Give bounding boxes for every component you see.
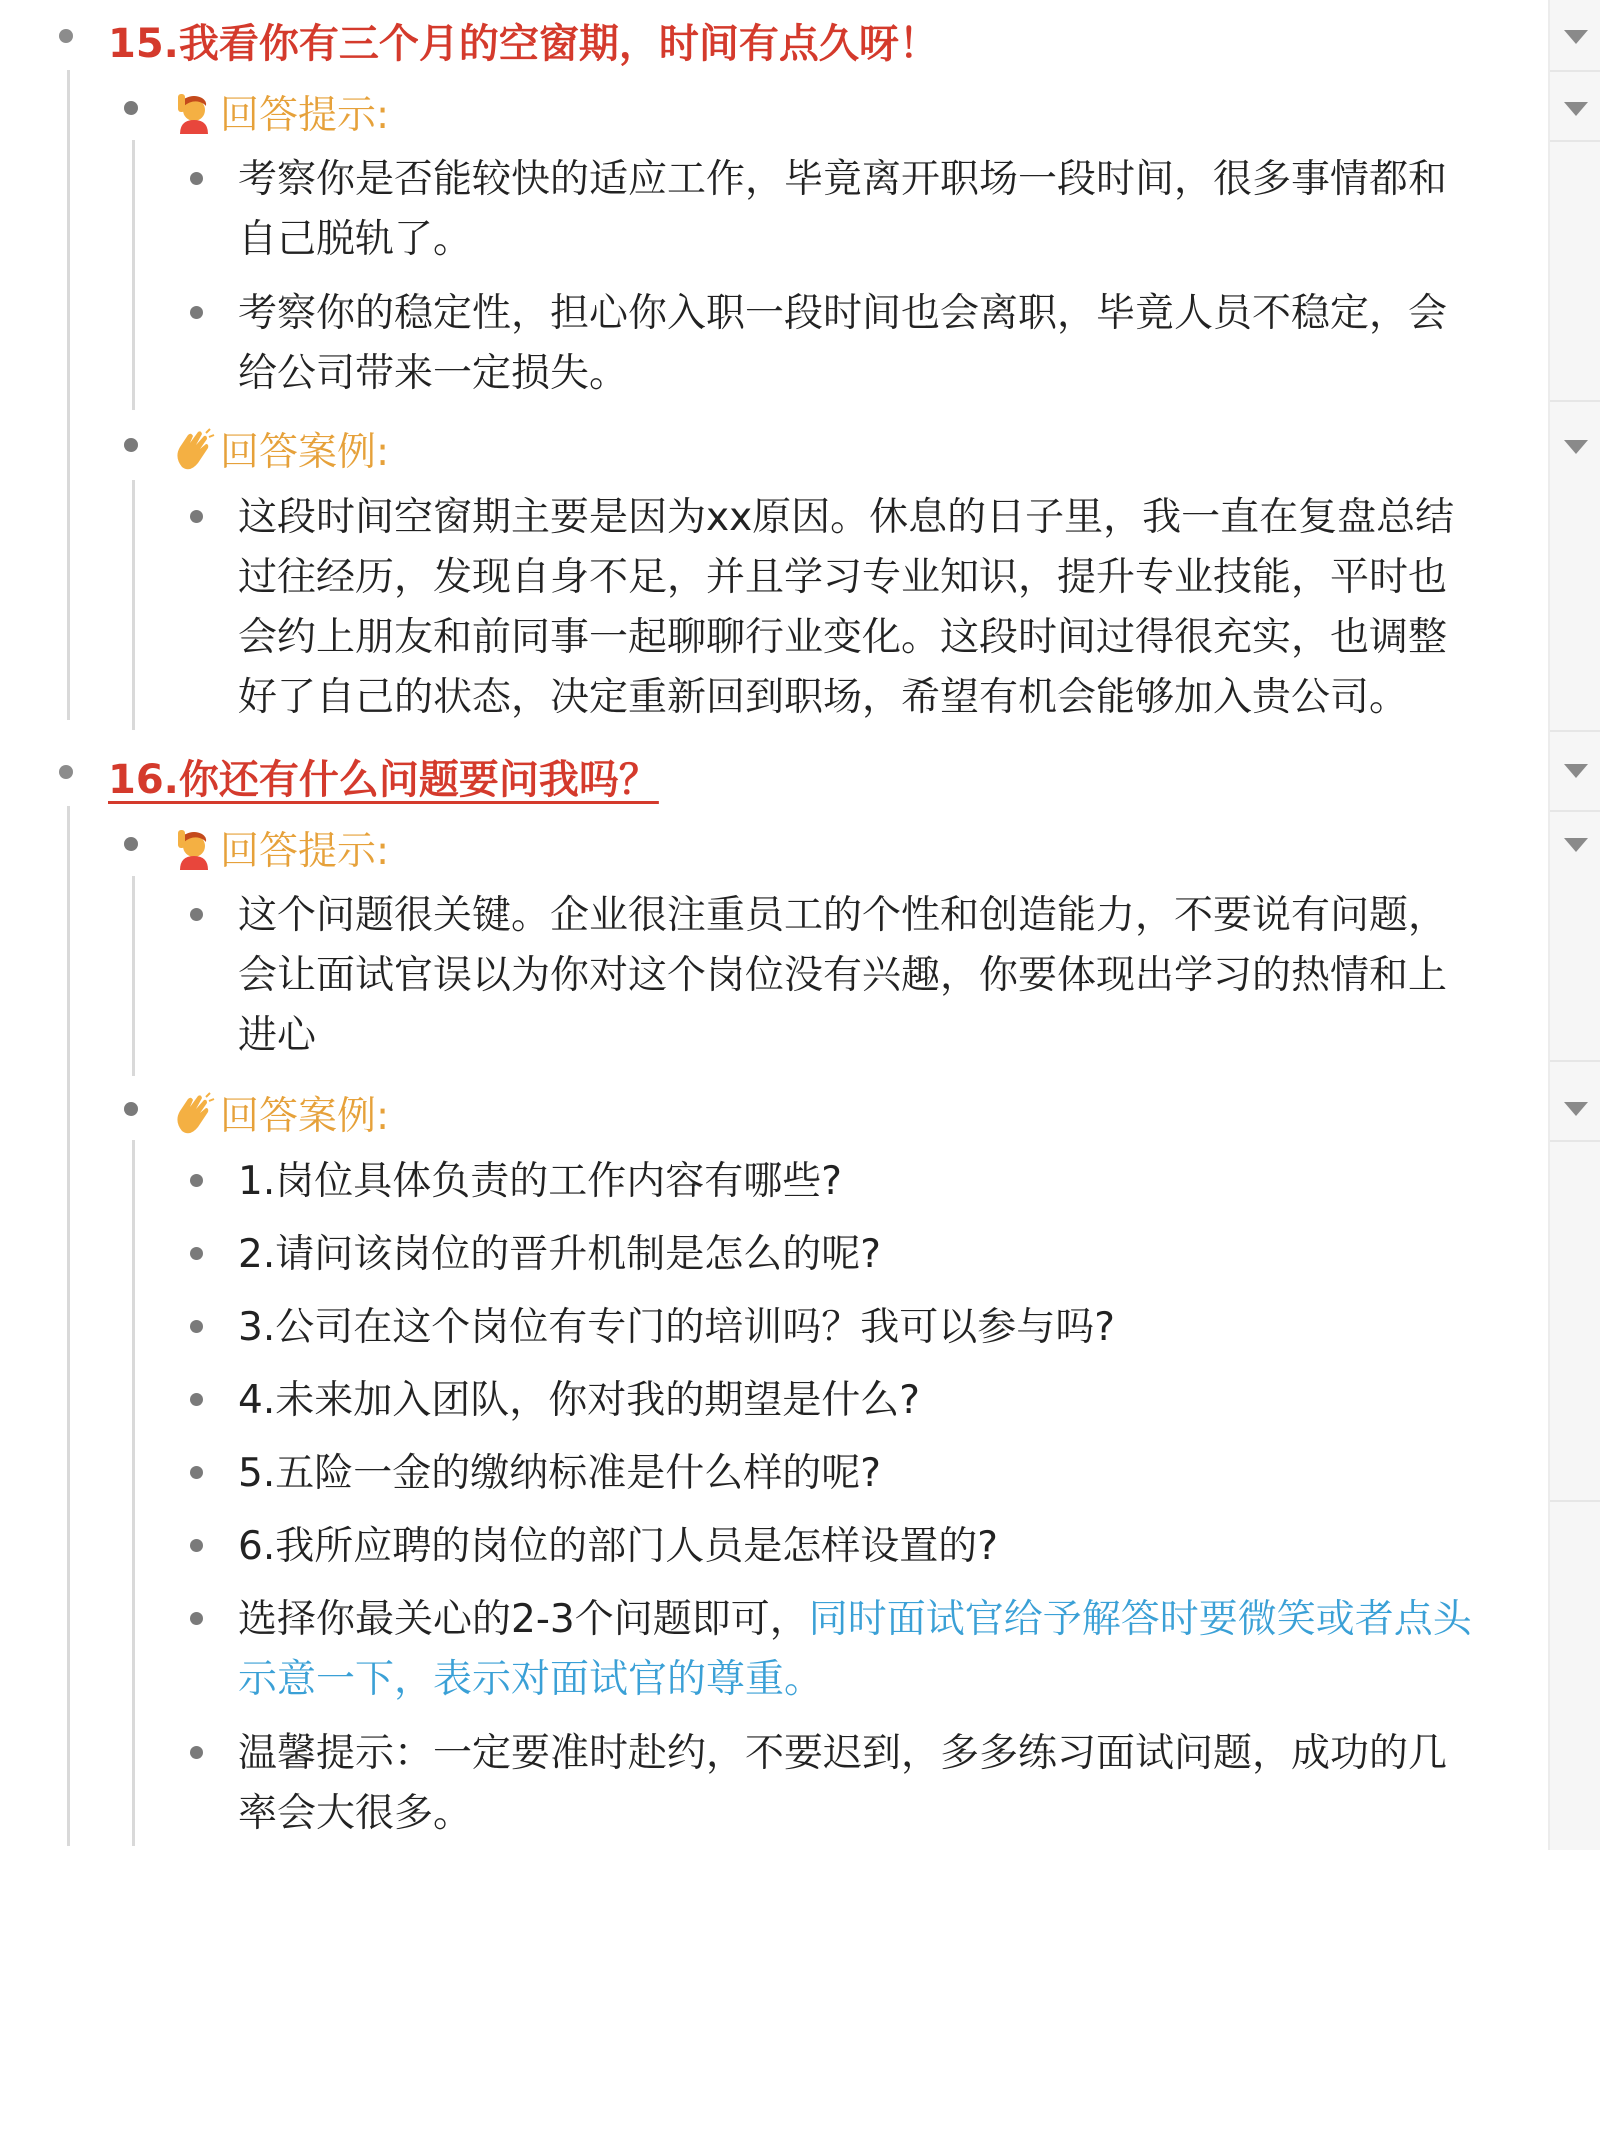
bullet[interactable] bbox=[59, 765, 73, 779]
bullet[interactable] bbox=[124, 101, 138, 115]
list-item: 这段时间空窗期主要是因为xx原因。休息的日子里，我一直在复盘总结 过往经历，发现自身不足，并且学习专业知识，提升专业技能，平时也 会约上朋友和前同事一起聊聊行业变化。这段时间过得很充实，也调整 好了自己的状态，决定重新回到职场，希望有机会能够加入贵公司。 bbox=[238, 495, 1455, 720]
collapse-arrow-icon[interactable] bbox=[1564, 1102, 1588, 1116]
bullet[interactable] bbox=[190, 1746, 203, 1759]
bullet[interactable] bbox=[124, 837, 138, 851]
bullet[interactable] bbox=[190, 306, 203, 319]
bullet[interactable] bbox=[190, 172, 203, 185]
list-item: 2.请问该岗位的晋升机制是怎么的呢? bbox=[238, 1232, 881, 1277]
collapse-arrow-icon[interactable] bbox=[1564, 764, 1588, 778]
list-item: 6.我所应聘的岗位的部门人员是怎样设置的? bbox=[238, 1524, 998, 1569]
collapse-arrow-icon[interactable] bbox=[1564, 30, 1588, 44]
indent-guide bbox=[132, 1140, 135, 1846]
answer-hint-heading bbox=[172, 820, 389, 876]
highlighted-tip-text: 同时面试官给予解答时要微笑或者点头 bbox=[808, 1597, 1472, 1642]
indent-guide bbox=[132, 140, 135, 410]
list-item: 3.公司在这个岗位有专门的培训吗？我可以参与吗? bbox=[238, 1305, 1115, 1350]
list-item: 4.未来加入团队，你对我的期望是什么? bbox=[238, 1378, 920, 1423]
answer-case-heading bbox=[172, 421, 389, 477]
bullet[interactable] bbox=[190, 1320, 203, 1333]
list-item: 考察你是否能较快的适应工作，毕竟离开职场一段时间，很多事情都和 自己脱轨了。 bbox=[238, 157, 1448, 262]
answer-case-heading bbox=[172, 1085, 389, 1141]
bullet[interactable] bbox=[190, 1247, 203, 1260]
bullet[interactable] bbox=[124, 1102, 138, 1116]
bullet[interactable] bbox=[124, 438, 138, 452]
bullet[interactable] bbox=[190, 908, 203, 921]
bullet[interactable] bbox=[190, 1466, 203, 1479]
raising-hand-person-icon bbox=[172, 90, 216, 134]
clapping-hands-icon bbox=[172, 1091, 216, 1135]
answer-case-label: 回答案例: bbox=[220, 430, 390, 475]
clapping-hands-icon bbox=[172, 427, 216, 471]
bullet[interactable] bbox=[59, 29, 73, 43]
collapse-gutter bbox=[1548, 0, 1600, 1850]
tip-text: 选择你最关心的2-3个问题即可， bbox=[238, 1597, 809, 1642]
bullet[interactable] bbox=[190, 1393, 203, 1406]
bullet[interactable] bbox=[190, 1539, 203, 1552]
list-item: 考察你的稳定性，担心你入职一段时间也会离职，毕竟人员不稳定，会 给公司带来一定损失。 bbox=[238, 291, 1448, 396]
list-item: 1.岗位具体负责的工作内容有哪些? bbox=[238, 1159, 842, 1204]
indent-guide bbox=[67, 70, 70, 720]
indent-guide bbox=[67, 806, 70, 1846]
list-item: 温馨提示：一定要准时赴约，不要迟到，多多练习面试问题，成功的几 率会大很多。 bbox=[238, 1731, 1448, 1836]
list-item: 5.五险一金的缴纳标准是什么样的呢? bbox=[238, 1451, 881, 1496]
list-item bbox=[238, 1590, 1472, 1710]
answer-hint-heading bbox=[172, 84, 389, 140]
answer-hint-label: 回答提示: bbox=[220, 93, 390, 138]
bullet[interactable] bbox=[190, 510, 203, 523]
raising-hand-person-icon bbox=[172, 826, 216, 870]
answer-case-label: 回答案例: bbox=[220, 1094, 390, 1139]
collapse-arrow-icon[interactable] bbox=[1564, 838, 1588, 852]
highlighted-tip-text: 示意一下，表示对面试官的尊重。 bbox=[238, 1657, 824, 1702]
question-15-title: 15.我看你有三个月的空窗期，时间有点久呀！ bbox=[108, 21, 939, 67]
indent-guide bbox=[132, 480, 135, 730]
collapse-arrow-icon[interactable] bbox=[1564, 102, 1588, 116]
bullet[interactable] bbox=[190, 1612, 203, 1625]
question-16-title[interactable]: 16.你还有什么问题要问我吗？ bbox=[108, 757, 659, 803]
answer-hint-label: 回答提示: bbox=[220, 829, 390, 874]
bullet[interactable] bbox=[190, 1174, 203, 1187]
collapse-arrow-icon[interactable] bbox=[1564, 440, 1588, 454]
list-item: 这个问题很关键。企业很注重员工的个性和创造能力，不要说有问题， 会让面试官误以为你对这个岗位没有兴趣，你要体现出学习的热情和上 进心 bbox=[238, 893, 1448, 1058]
indent-guide bbox=[132, 876, 135, 1076]
